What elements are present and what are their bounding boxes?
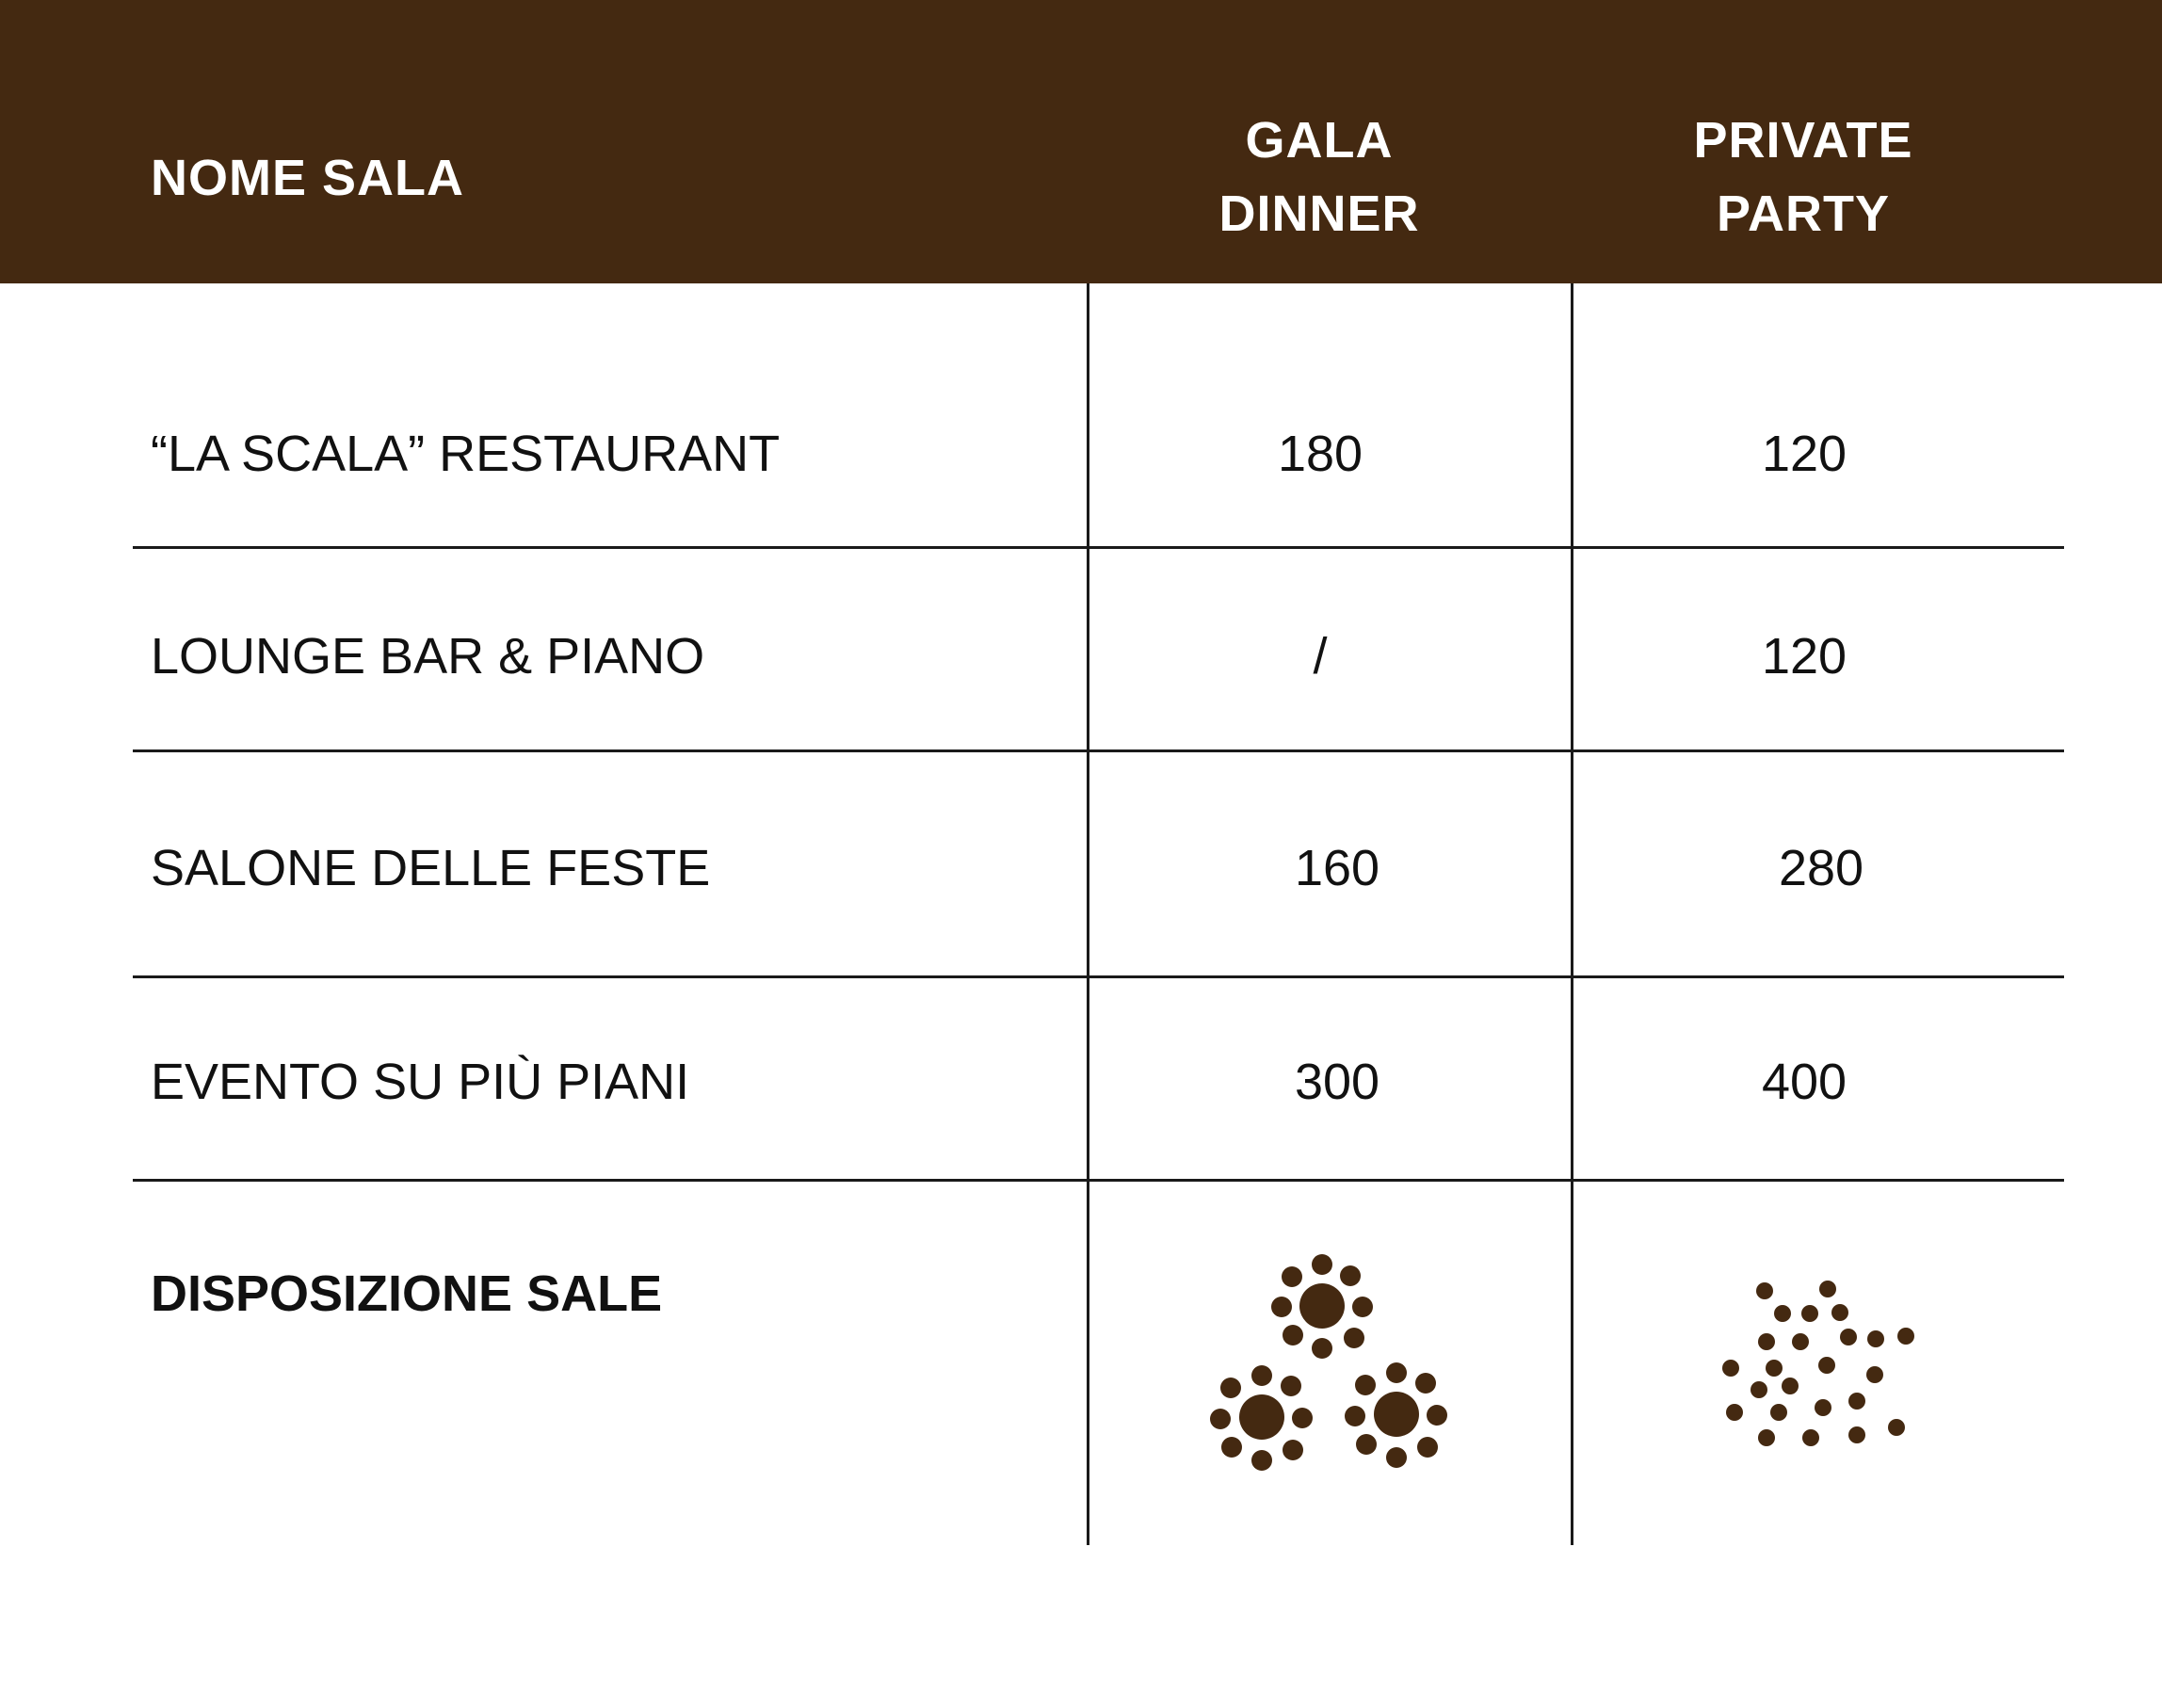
- table-row-room-name: LOUNGE BAR & PIANO: [151, 628, 705, 685]
- row-divider: [133, 1179, 2064, 1182]
- row-divider: [133, 975, 2064, 978]
- table-row-gala-capacity: /: [1313, 628, 1328, 685]
- table-row-gala-capacity: 160: [1294, 840, 1380, 896]
- table-row-party-capacity: 400: [1761, 1054, 1847, 1110]
- header-room-name: NOME SALA: [151, 150, 464, 206]
- table-row-room-name: EVENTO SU PIÙ PIANI: [151, 1054, 690, 1110]
- header-party-line1: PRIVATE: [1693, 112, 1913, 169]
- layout-row-label: DISPOSIZIONE SALE: [151, 1265, 663, 1322]
- table-row-room-name: SALONE DELLE FESTE: [151, 840, 711, 896]
- row-divider: [133, 546, 2064, 549]
- header-gala-line1: GALA: [1245, 112, 1394, 169]
- table-row-room-name: “LA SCALA” RESTAURANT: [151, 426, 781, 482]
- header-party-line2: PARTY: [1716, 185, 1890, 242]
- header-gala-dinner: [1078, 104, 1560, 250]
- round-tables-layout-icon: [1196, 1243, 1469, 1478]
- row-divider: [133, 749, 2064, 752]
- table-row-gala-capacity: 180: [1277, 426, 1363, 482]
- table-row-gala-capacity: 300: [1294, 1054, 1380, 1110]
- table-row-party-capacity: 120: [1761, 628, 1847, 685]
- table-row-party-capacity: 280: [1778, 840, 1864, 896]
- header-private-party: [1562, 104, 2044, 250]
- table-row-party-capacity: 120: [1761, 426, 1847, 482]
- header-gala-line2: DINNER: [1218, 185, 1420, 242]
- standing-scattered-layout-icon: [1714, 1271, 1921, 1459]
